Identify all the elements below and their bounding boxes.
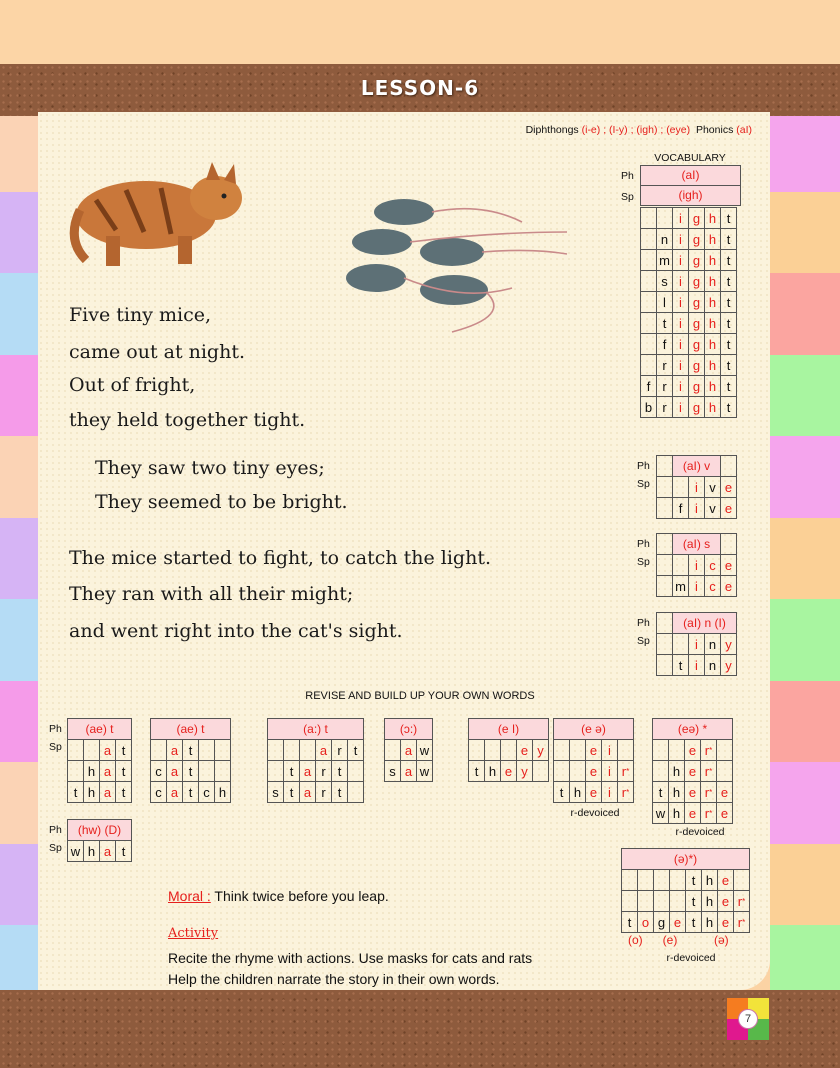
letter-cell: v — [705, 498, 721, 519]
letter-cell: t — [721, 313, 737, 334]
revise-group-table — [384, 718, 433, 782]
letter-cell: h — [669, 803, 685, 824]
phonics-subtitle: Diphthongs (i-e) ; (I-y) ; (igh) ; (eye) Phonics (aI) — [525, 124, 752, 136]
letter-cell: y — [517, 761, 533, 782]
letter-cell: i — [689, 576, 705, 597]
letter-cell — [215, 740, 231, 761]
letter-cell: t — [284, 761, 300, 782]
page-number: 7 — [738, 1009, 758, 1029]
letter-cell: h — [84, 761, 100, 782]
vocabulary-title: VOCABULARY — [654, 152, 726, 164]
letter-cell: h — [669, 761, 685, 782]
letter-cell — [641, 208, 657, 229]
top-band — [0, 0, 840, 64]
letter-cell: n — [705, 634, 721, 655]
letter-cell: t — [721, 229, 737, 250]
letter-cell — [654, 891, 670, 912]
letter-cell: e — [718, 891, 734, 912]
letter-cell: i — [673, 208, 689, 229]
letter-cell: t — [622, 912, 638, 933]
letter-cell: a — [100, 782, 116, 803]
letter-cell — [622, 870, 638, 891]
letter-cell: e — [717, 803, 733, 824]
letter-cell — [199, 740, 215, 761]
letter-cell: i — [673, 355, 689, 376]
letter-cell: e — [685, 803, 701, 824]
letter-cell: t — [284, 782, 300, 803]
letter-cell — [618, 740, 634, 761]
letter-cell — [469, 740, 485, 761]
letter-cell: r — [657, 355, 673, 376]
letter-cell — [641, 334, 657, 355]
letter-cell — [641, 313, 657, 334]
letter-cell: a — [316, 740, 332, 761]
letter-cell: a — [100, 841, 116, 862]
ph-label: Ph — [49, 723, 62, 735]
letter-cell: t — [554, 782, 570, 803]
letter-cell: h — [485, 761, 501, 782]
sp-label: Sp — [637, 556, 650, 568]
letter-cell — [300, 740, 316, 761]
letter-cell — [641, 229, 657, 250]
letter-cell: r* — [734, 912, 750, 933]
letter-cell: c — [199, 782, 215, 803]
letter-cell: h — [705, 292, 721, 313]
letter-cell: h — [84, 841, 100, 862]
letter-cell — [657, 634, 673, 655]
letter-cell: y — [533, 740, 549, 761]
letter-cell — [268, 740, 284, 761]
letter-cell — [657, 555, 673, 576]
letter-cell — [717, 740, 733, 761]
letter-cell: r* — [701, 761, 717, 782]
letter-cell: t — [469, 761, 485, 782]
poem-line-6: They seemed to be bright. — [95, 491, 348, 513]
letter-cell — [570, 740, 586, 761]
letter-cell: i — [673, 250, 689, 271]
letter-cell: r — [332, 740, 348, 761]
letter-cell: r* — [618, 761, 634, 782]
letter-cell — [657, 498, 673, 519]
letter-cell: b — [641, 397, 657, 418]
letter-cell: g — [689, 334, 705, 355]
revise-group-table — [468, 718, 549, 782]
letter-cell — [657, 576, 673, 597]
letter-cell: f — [641, 376, 657, 397]
ph-label: Ph — [637, 460, 650, 472]
r-devoiced-note: r-devoiced — [675, 826, 725, 838]
letter-cell: g — [689, 355, 705, 376]
letter-cell: i — [689, 655, 705, 676]
what-table: (hw) (D) w h a t — [67, 819, 132, 862]
letter-cell: h — [705, 313, 721, 334]
letter-cell: e — [721, 477, 737, 498]
letter-cell: g — [654, 912, 670, 933]
letter-cell: s — [268, 782, 284, 803]
letter-cell: r* — [701, 803, 717, 824]
letter-cell — [673, 634, 689, 655]
activity-line-2: Help the children narrate the story in their own words. — [168, 971, 500, 987]
letter-cell — [653, 761, 669, 782]
letter-cell — [653, 740, 669, 761]
moral-text — [168, 888, 389, 904]
ph-label: Ph — [49, 824, 62, 836]
letter-cell: i — [673, 229, 689, 250]
letter-cell: t — [116, 761, 132, 782]
phonetic-header: (ə)*) — [622, 849, 750, 870]
letter-cell: i — [689, 498, 705, 519]
poem-line-5: They saw two tiny eyes; — [95, 457, 325, 479]
letter-cell: h — [705, 229, 721, 250]
letter-cell: h — [705, 250, 721, 271]
letter-cell: e — [586, 782, 602, 803]
letter-cell: i — [673, 397, 689, 418]
letter-cell: h — [705, 334, 721, 355]
letter-cell: c — [151, 761, 167, 782]
letter-cell — [199, 761, 215, 782]
letter-cell: t — [116, 841, 132, 862]
letter-cell: e — [718, 912, 734, 933]
letter-cell: t — [686, 891, 702, 912]
revise-group-table — [150, 718, 231, 803]
activity-heading: Activity — [168, 926, 219, 941]
letter-cell: i — [689, 634, 705, 655]
letter-cell: h — [669, 782, 685, 803]
letter-cell — [533, 761, 549, 782]
ph-label: Ph — [637, 617, 650, 629]
left-color-tabs — [0, 110, 40, 990]
letter-cell — [717, 761, 733, 782]
letter-cell — [68, 740, 84, 761]
letter-cell: r* — [701, 782, 717, 803]
revise-group-table — [553, 718, 634, 803]
letter-cell: t — [721, 397, 737, 418]
letter-cell: e — [685, 782, 701, 803]
letter-cell: t — [68, 782, 84, 803]
letter-cell — [68, 761, 84, 782]
letter-cell: r* — [618, 782, 634, 803]
letter-cell: t — [348, 740, 364, 761]
footer-bar — [0, 990, 840, 1068]
letter-cell — [670, 870, 686, 891]
letter-cell: g — [689, 229, 705, 250]
letter-cell: i — [673, 376, 689, 397]
letter-cell — [734, 870, 750, 891]
phonetic-header: (e I) — [469, 719, 549, 740]
letter-cell: h — [705, 271, 721, 292]
letter-cell — [151, 740, 167, 761]
letter-cell: h — [705, 208, 721, 229]
letter-cell — [215, 761, 231, 782]
r-devoiced-note: r-devoiced — [570, 807, 620, 819]
letter-cell: m — [673, 576, 689, 597]
letter-cell: w — [68, 841, 84, 862]
letter-cell — [284, 740, 300, 761]
letter-cell — [554, 740, 570, 761]
poem-line-8: They ran with all their might; — [69, 583, 354, 605]
letter-cell: r* — [701, 740, 717, 761]
letter-cell — [570, 761, 586, 782]
letter-cell: e — [517, 740, 533, 761]
sp-label: Sp — [637, 635, 650, 647]
letter-cell: h — [702, 870, 718, 891]
letter-cell: e — [685, 740, 701, 761]
letter-cell: i — [673, 271, 689, 292]
letter-cell: g — [689, 313, 705, 334]
letter-cell: i — [602, 782, 618, 803]
letter-cell: t — [332, 761, 348, 782]
phonetic-header: (ae) t — [68, 719, 132, 740]
letter-cell — [348, 761, 364, 782]
letter-cell: g — [689, 292, 705, 313]
letter-cell: e — [586, 740, 602, 761]
letter-cell — [641, 250, 657, 271]
phonetic-header: (a:) t — [268, 719, 364, 740]
letter-cell: s — [657, 271, 673, 292]
letter-cell: g — [689, 208, 705, 229]
poem-line-2: came out at night. — [69, 341, 246, 363]
letter-cell: a — [401, 740, 417, 761]
letter-cell: t — [116, 740, 132, 761]
letter-cell: a — [167, 761, 183, 782]
letter-cell — [385, 740, 401, 761]
moral-label: Moral : — [168, 888, 211, 904]
letter-cell: c — [705, 576, 721, 597]
lesson-title: LESSON-6 — [360, 76, 480, 100]
letter-cell: t — [721, 355, 737, 376]
letter-cell: a — [300, 782, 316, 803]
letter-cell: t — [653, 782, 669, 803]
letter-cell: n — [705, 655, 721, 676]
letter-cell: w — [417, 761, 433, 782]
activity-line-1: Recite the rhyme with actions. Use masks for cats and rats — [168, 950, 533, 966]
letter-cell: t — [673, 655, 689, 676]
letter-cell — [641, 355, 657, 376]
letter-cell — [657, 477, 673, 498]
letter-cell — [485, 740, 501, 761]
sp-label: Sp — [621, 191, 634, 203]
letter-cell — [654, 870, 670, 891]
letter-cell: r — [316, 782, 332, 803]
letter-cell: i — [689, 555, 705, 576]
letter-cell — [554, 761, 570, 782]
poem-line-3: Out of fright, — [69, 374, 196, 396]
letter-cell: h — [570, 782, 586, 803]
letter-cell: f — [673, 498, 689, 519]
letter-cell: e — [670, 912, 686, 933]
letter-cell — [657, 208, 673, 229]
phonetic-header: (ɔ:) — [385, 719, 433, 740]
mice-illustration — [342, 192, 574, 338]
phonetic-header: (ae) t — [151, 719, 231, 740]
letter-cell: s — [385, 761, 401, 782]
letter-cell: t — [686, 912, 702, 933]
letter-cell: g — [689, 271, 705, 292]
letter-cell: e — [721, 555, 737, 576]
letter-cell — [638, 891, 654, 912]
letter-cell: a — [300, 761, 316, 782]
letter-cell — [622, 891, 638, 912]
letter-cell: t — [721, 271, 737, 292]
vocabulary-header-table: (aI) (igh) — [640, 165, 741, 206]
ice-table: (aI) s i c e m i c e — [656, 533, 737, 597]
letter-cell: e — [721, 498, 737, 519]
letter-cell: i — [673, 292, 689, 313]
revise-title: REVISE AND BUILD UP YOUR OWN WORDS — [305, 690, 535, 702]
letter-cell: h — [84, 782, 100, 803]
letter-cell: a — [401, 761, 417, 782]
letter-cell: h — [705, 397, 721, 418]
letter-cell: r — [657, 397, 673, 418]
page-number-badge — [727, 998, 769, 1040]
right-color-tabs — [770, 110, 840, 990]
letter-cell: v — [705, 477, 721, 498]
sp-label: Sp — [637, 478, 650, 490]
letter-cell — [348, 782, 364, 803]
letter-cell: h — [705, 376, 721, 397]
letter-cell: e — [586, 761, 602, 782]
letter-cell: e — [717, 782, 733, 803]
sp-label: Sp — [49, 842, 62, 854]
letter-cell: e — [718, 870, 734, 891]
poem-line-4: they held together tight. — [69, 409, 306, 431]
revise-group-table — [67, 718, 132, 803]
letter-cell: h — [702, 912, 718, 933]
letter-cell: e — [501, 761, 517, 782]
letter-cell: y — [721, 655, 737, 676]
letter-cell — [84, 740, 100, 761]
letter-cell: t — [116, 782, 132, 803]
cat-illustration — [66, 150, 248, 272]
ph-label: Ph — [621, 170, 634, 182]
letter-cell: h — [702, 891, 718, 912]
letter-cell: t — [183, 740, 199, 761]
letter-cell: t — [721, 292, 737, 313]
letter-cell — [669, 740, 685, 761]
letter-cell: f — [657, 334, 673, 355]
ph-label: Ph — [637, 538, 650, 550]
letter-cell: y — [721, 634, 737, 655]
vocabulary-word-grid — [640, 207, 737, 418]
letter-cell — [638, 870, 654, 891]
letter-cell — [673, 477, 689, 498]
letter-cell: t — [721, 208, 737, 229]
letter-cell — [501, 740, 517, 761]
letter-cell: a — [100, 761, 116, 782]
letter-cell: a — [167, 782, 183, 803]
together-vowels: (o) (e) (ə) — [628, 933, 729, 947]
sp-label: Sp — [49, 741, 62, 753]
letter-cell: t — [686, 870, 702, 891]
letter-cell: g — [689, 397, 705, 418]
letter-cell: g — [689, 376, 705, 397]
letter-cell — [657, 655, 673, 676]
letter-cell: t — [183, 782, 199, 803]
letter-cell: e — [721, 576, 737, 597]
r-devoiced-note: r-devoiced — [666, 952, 716, 964]
letter-cell: l — [657, 292, 673, 313]
phonetic-header: (e ə) — [554, 719, 634, 740]
letter-cell: w — [653, 803, 669, 824]
moral-body: Think twice before you leap. — [210, 888, 389, 904]
letter-cell: h — [215, 782, 231, 803]
letter-cell: i — [673, 313, 689, 334]
letter-cell: c — [705, 555, 721, 576]
letter-cell: i — [689, 477, 705, 498]
revise-group-table — [267, 718, 364, 803]
letter-cell: a — [167, 740, 183, 761]
letter-cell: t — [721, 250, 737, 271]
letter-cell: a — [100, 740, 116, 761]
letter-cell: r* — [734, 891, 750, 912]
letter-cell: i — [602, 740, 618, 761]
letter-cell — [641, 292, 657, 313]
letter-cell: i — [673, 334, 689, 355]
letter-cell: r — [657, 376, 673, 397]
letter-cell: w — [417, 740, 433, 761]
ive-table: (aI) v i v e f i v e — [656, 455, 737, 519]
letter-cell: t — [721, 376, 737, 397]
letter-cell: e — [685, 761, 701, 782]
letter-cell — [670, 891, 686, 912]
letter-cell: t — [657, 313, 673, 334]
together-table — [621, 848, 750, 933]
letter-cell: n — [657, 229, 673, 250]
letter-cell — [268, 761, 284, 782]
letter-cell: t — [721, 334, 737, 355]
letter-cell: g — [689, 250, 705, 271]
phonetic-header: (eə) * — [653, 719, 733, 740]
letter-cell: t — [183, 761, 199, 782]
poem-line-7: The mice started to fight, to catch the light. — [69, 547, 492, 569]
letter-cell — [641, 271, 657, 292]
letter-cell: t — [332, 782, 348, 803]
letter-cell: m — [657, 250, 673, 271]
letter-cell — [673, 555, 689, 576]
letter-cell: h — [705, 355, 721, 376]
letter-cell: c — [151, 782, 167, 803]
letter-cell: i — [602, 761, 618, 782]
letter-cell: r — [316, 761, 332, 782]
poem-line-9: and went right into the cat's sight. — [69, 620, 403, 642]
poem-line-1: Five tiny mice, — [69, 304, 212, 326]
letter-cell: o — [638, 912, 654, 933]
iny-table: (aI) n (I) i n y t i n y — [656, 612, 737, 676]
revise-group-table — [652, 718, 733, 824]
